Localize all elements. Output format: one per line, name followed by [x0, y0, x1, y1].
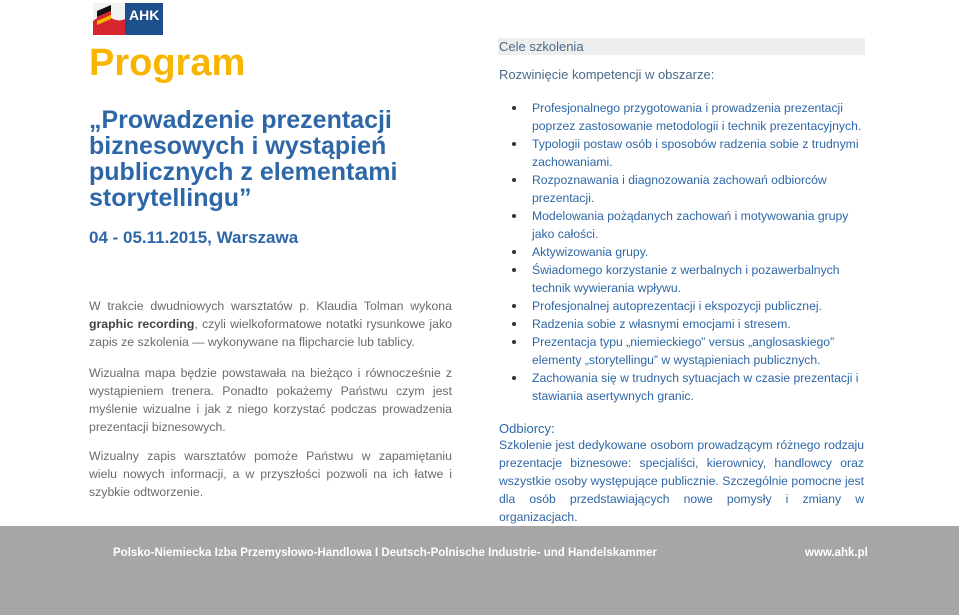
- list-item: [499, 207, 864, 243]
- ahk-logo-text: AHK: [125, 3, 163, 35]
- goal-text: Typologii postaw osób i sposobów radzenia sobie z trudnymi zachowaniami.: [532, 137, 859, 169]
- goal-text: Aktywizowania grupy.: [532, 245, 649, 259]
- list-item: [499, 135, 864, 171]
- bullet-icon: [512, 340, 516, 344]
- audience-text: Szkolenie jest dedykowane osobom prowadzącym różnego rodzaju prezentacje biznesowe: specjaliści, kierownicy, handlowcy oraz wszystkie osoby występujące publicznie. Szczególnie pomocne jest dla osób przedstawiających nowe pomysły i zmiany w organizacjach.: [499, 438, 864, 524]
- list-item: [499, 261, 864, 297]
- bullet-icon: [512, 214, 516, 218]
- list-item: [499, 333, 864, 369]
- visual-record-paragraph: Wizualny zapis warsztatów pomoże Państwu w zapamiętaniu wielu nowych informacji, a w przyszłości pozwoli na ich łatwe i szybkie odtworzenie.: [89, 449, 452, 499]
- goal-text: Radzenia sobie z własnymi emocjami i stresem.: [532, 317, 791, 331]
- goal-text: Modelowania pożądanych zachowań i motywowania grupy jako całości.: [532, 209, 849, 241]
- list-item: [499, 369, 864, 405]
- goal-text: Świadomego korzystanie z werbalnych i pozawerbalnych technik wywierania wpływu.: [532, 263, 840, 295]
- goal-text: Rozpoznawania i diagnozowania zachowań odbiorców prezentacji.: [532, 173, 827, 205]
- goals-list: [499, 99, 864, 405]
- bullet-icon: [512, 376, 516, 380]
- visual-map-paragraph: [89, 364, 452, 436]
- ahk-logo: [93, 3, 163, 35]
- goal-text: Profesjonalnego przygotowania i prowadzenia prezentacji poprzez zastosowanie metodologii i technik prezentacyjnych.: [532, 101, 862, 133]
- bullet-icon: [512, 304, 516, 308]
- footer-website-link[interactable]: www.ahk.pl: [805, 547, 868, 559]
- goal-text: Profesjonalnej autoprezentacji i ekspozycji publicznej.: [532, 299, 822, 313]
- intro-paragraph: [89, 297, 452, 351]
- list-item: [499, 315, 864, 333]
- footer-chamber-name: Polsko-Niemiecka Izba Przemysłowo-Handlowa I Deutsch-Polnische Industrie- und Handelskammer: [113, 547, 657, 559]
- list-item: [499, 297, 864, 315]
- audience-heading: Odbiorcy:: [499, 421, 555, 436]
- list-item: [499, 171, 864, 207]
- bullet-icon: [512, 322, 516, 326]
- bullet-icon: [512, 142, 516, 146]
- list-item: [499, 99, 864, 135]
- list-item: [499, 243, 864, 261]
- visual-map-text-second: Ponadto pokażemy Państwu czym jest myślenie wizualne i jak z niego korzystać podczas prowadzenia prezentacji biznesowych.: [89, 384, 452, 434]
- bullet-icon: [512, 250, 516, 254]
- bullet-icon: [512, 268, 516, 272]
- intro-text-start: W trakcie dwudniowych warsztatów p. Klaudia Tolman wykona: [89, 299, 452, 313]
- visual-map-text-first: Wizualna mapa będzie powstawała na bieżąco i równocześnie z wystąpieniem trenera.: [89, 366, 452, 398]
- goal-text: Prezentacja typu „niemieckiego” versus „anglosaskiego” elementy „storytellingu” w wystąpieniach publicznych.: [532, 335, 835, 367]
- bullet-icon: [512, 106, 516, 110]
- course-subtitle: „Prowadzenie prezentacji biznesowych i wystąpień publicznych z elementami storytellingu”: [89, 106, 398, 212]
- goal-text: Zachowania się w trudnych sytuacjach w czasie prezentacji i stawiania asertywnych granic.: [532, 371, 859, 403]
- bullet-icon: [512, 178, 516, 182]
- flag-emblem-icon: [93, 3, 125, 35]
- page-title: Program: [89, 42, 246, 84]
- goals-heading: Cele szkolenia: [498, 38, 865, 55]
- intro-text-end: , czyli wielkoformatowe notatki rysunkowe jako zapis ze szkolenia — wykonywane na flipcharcie lub tablicy.: [89, 317, 452, 349]
- graphic-recording-term: graphic recording: [89, 317, 195, 331]
- footer-bar: [0, 526, 959, 615]
- course-date: 04 - 05.11.2015, Warszawa: [89, 228, 299, 247]
- goals-subheading: Rozwinięcie kompetencji w obszarze:: [499, 67, 715, 82]
